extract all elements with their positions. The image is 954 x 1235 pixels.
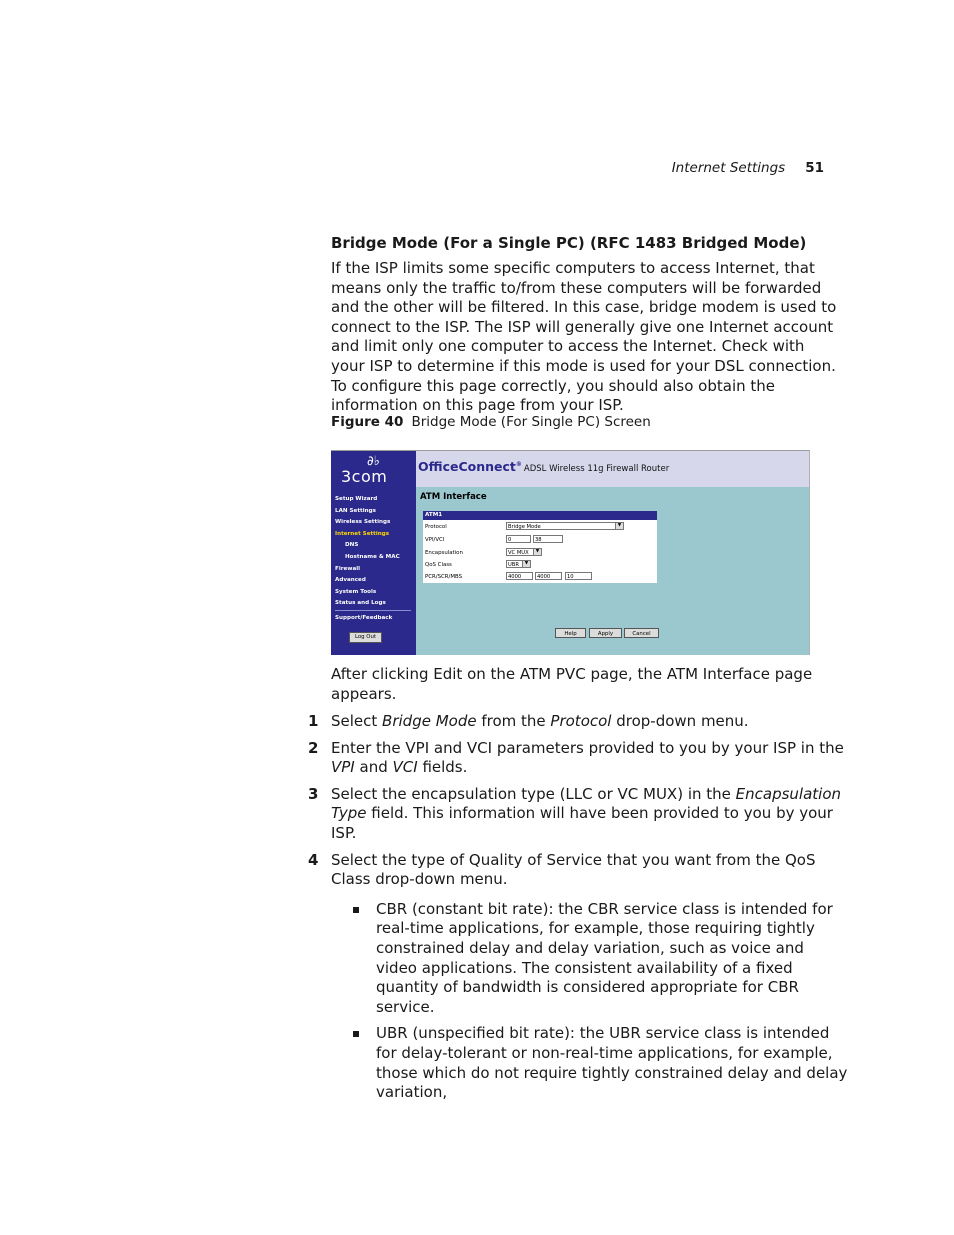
nav-item-status-logs[interactable]: Status and Logs	[335, 600, 386, 607]
step-number: 3	[308, 784, 319, 803]
bullet-ubr	[353, 1024, 848, 1102]
step-1	[308, 712, 848, 732]
apply-button[interactable]: Apply	[589, 628, 622, 638]
logout-button[interactable]: Log Out	[349, 632, 382, 643]
router-content	[416, 487, 809, 655]
vpi-input[interactable]: 0	[506, 535, 531, 543]
step-2	[308, 739, 848, 778]
section-title: Internet Settings	[671, 160, 786, 176]
encapsulation-row	[425, 548, 655, 560]
chevron-down-icon: ▼	[615, 523, 623, 529]
help-button[interactable]: Help	[555, 628, 586, 638]
nav-item-setup-wizard[interactable]: Setup Wizard	[335, 496, 378, 502]
step-text: Select the encapsulation type (LLC or VC MUX) in the	[331, 784, 736, 803]
encapsulation-select[interactable]	[506, 548, 542, 556]
logo-text: 3com	[341, 467, 388, 486]
step-text: from the	[476, 712, 551, 730]
nav-item-dns[interactable]: DNS	[345, 542, 359, 549]
qos-row	[425, 560, 655, 572]
qos-select[interactable]	[506, 560, 531, 568]
step-text: Select	[331, 712, 383, 730]
bullet-cbr	[353, 900, 848, 1018]
protocol-row	[425, 522, 655, 534]
intro-paragraph: If the ISP limits some specific computers to access Internet, that means only the traffic to/from these computers will be forwarded and the other will be filtered. In this case, bridge modem is used to connect to the ISP. The ISP will generally give one Internet account and limit only one computer to access the Internet. Check with your ISP to determine if this mode is used for your DSL connection. To configure this page correctly, you should also obtain the information on this page from your ISP.	[331, 259, 837, 415]
step-text: fields.	[417, 758, 468, 777]
vci-input[interactable]: 38	[533, 535, 563, 543]
step-3	[308, 785, 848, 844]
chevron-down-icon: ▼	[522, 561, 530, 567]
figure-caption	[331, 414, 841, 430]
page-number: 51	[805, 160, 824, 176]
chevron-down-icon: ▼	[533, 549, 541, 555]
step-number: 1	[308, 712, 319, 730]
step-text: Enter the VPI and VCI parameters provided to you by your ISP in the	[331, 738, 844, 757]
step-term: Protocol	[550, 712, 612, 730]
step-text: and	[354, 758, 393, 777]
qos-label: QoS Class	[425, 562, 452, 568]
step-term: VPI	[331, 758, 355, 777]
scr-input[interactable]: 4000	[535, 572, 562, 580]
encapsulation-value: VC MUX	[508, 550, 529, 556]
pcr-input[interactable]: 4000	[506, 572, 533, 580]
atm-panel	[423, 511, 657, 583]
step-4	[308, 851, 848, 890]
router-nav	[335, 494, 415, 610]
router-sidebar	[331, 451, 416, 655]
protocol-value: Bridge Mode	[508, 524, 541, 530]
brand-title	[418, 459, 669, 474]
step-term: VCI	[392, 758, 418, 777]
router-screenshot	[331, 450, 810, 655]
nav-item-advanced[interactable]: Advanced	[335, 577, 366, 584]
qos-bullets	[353, 900, 848, 1103]
nav-item-system-tools[interactable]: System Tools	[335, 588, 377, 595]
nav-item-lan-settings[interactable]: LAN Settings	[335, 507, 376, 514]
brand-mark: ®	[515, 460, 522, 468]
figure-label: Figure 40	[331, 414, 404, 430]
step-number: 2	[308, 738, 319, 757]
panel-title: ATM1	[423, 511, 657, 520]
vpivci-row	[425, 535, 655, 547]
mbs-input[interactable]: 10	[565, 572, 592, 580]
step-term: Bridge Mode	[382, 712, 477, 730]
after-figure-paragraph: After clicking Edit on the ATM PVC page, the ATM Interface page appears.	[331, 665, 813, 703]
step-text: field. This information will have been provided to you by your ISP.	[331, 804, 833, 842]
section-heading: Bridge Mode (For a Single PC) (RFC 1483 Bridged Mode)	[331, 234, 807, 252]
product-name: ADSL Wireless 11g Firewall Router	[523, 464, 670, 474]
router-topbar	[416, 451, 809, 487]
step-number: 4	[308, 850, 319, 869]
step-text: Select the type of Quality of Service that you want from the QoS Class drop-down menu.	[331, 850, 816, 889]
nav-divider	[335, 610, 411, 611]
figure-caption-text: Bridge Mode (For Single PC) Screen	[411, 414, 651, 430]
protocol-label: Protocol	[425, 524, 447, 530]
nav-item-internet-settings[interactable]: Internet Settings	[335, 530, 390, 537]
step-text: drop-down menu.	[611, 712, 749, 730]
nav-item-firewall[interactable]: Firewall	[335, 565, 361, 572]
nav-item-hostname-mac[interactable]: Hostname & MAC	[345, 553, 400, 560]
vpivci-label: VPI/VCI	[425, 537, 445, 543]
bullet-text: CBR (constant bit rate): the CBR service class is intended for real-time applications, for example, those requiring tightly constrained delay and delay variation, such as voice and video applications. The consistent availability of a fixed quantity of bandwidth is considered appropriate for CBR service.	[376, 899, 833, 1016]
logo-icon: ∂♭	[367, 454, 380, 469]
step-term: Encapsulation Type	[331, 784, 842, 823]
protocol-select[interactable]	[506, 522, 624, 530]
encapsulation-label: Encapsulation	[425, 550, 463, 556]
bullet-text: UBR (unspecified bit rate): the UBR service class is intended for delay-tolerant or non-real-time applications, for example, those which do not require tightly constrained delay and delay variation,	[376, 1024, 848, 1102]
nav-item-support[interactable]: Support/Feedback	[335, 615, 393, 621]
cancel-button[interactable]: Cancel	[624, 628, 659, 638]
running-header	[600, 160, 824, 176]
rates-row	[425, 572, 655, 584]
atm-page-title: ATM Interface	[420, 492, 487, 502]
bullet-square-icon	[353, 907, 359, 913]
brand-name: OfficeConnect	[418, 459, 516, 474]
steps-list	[308, 712, 848, 1110]
bullet-square-icon	[353, 1031, 359, 1037]
qos-value: UBR	[508, 562, 519, 568]
nav-item-wireless-settings[interactable]: Wireless Settings	[335, 519, 391, 526]
rates-label: PCR/SCR/MBS	[425, 574, 462, 580]
